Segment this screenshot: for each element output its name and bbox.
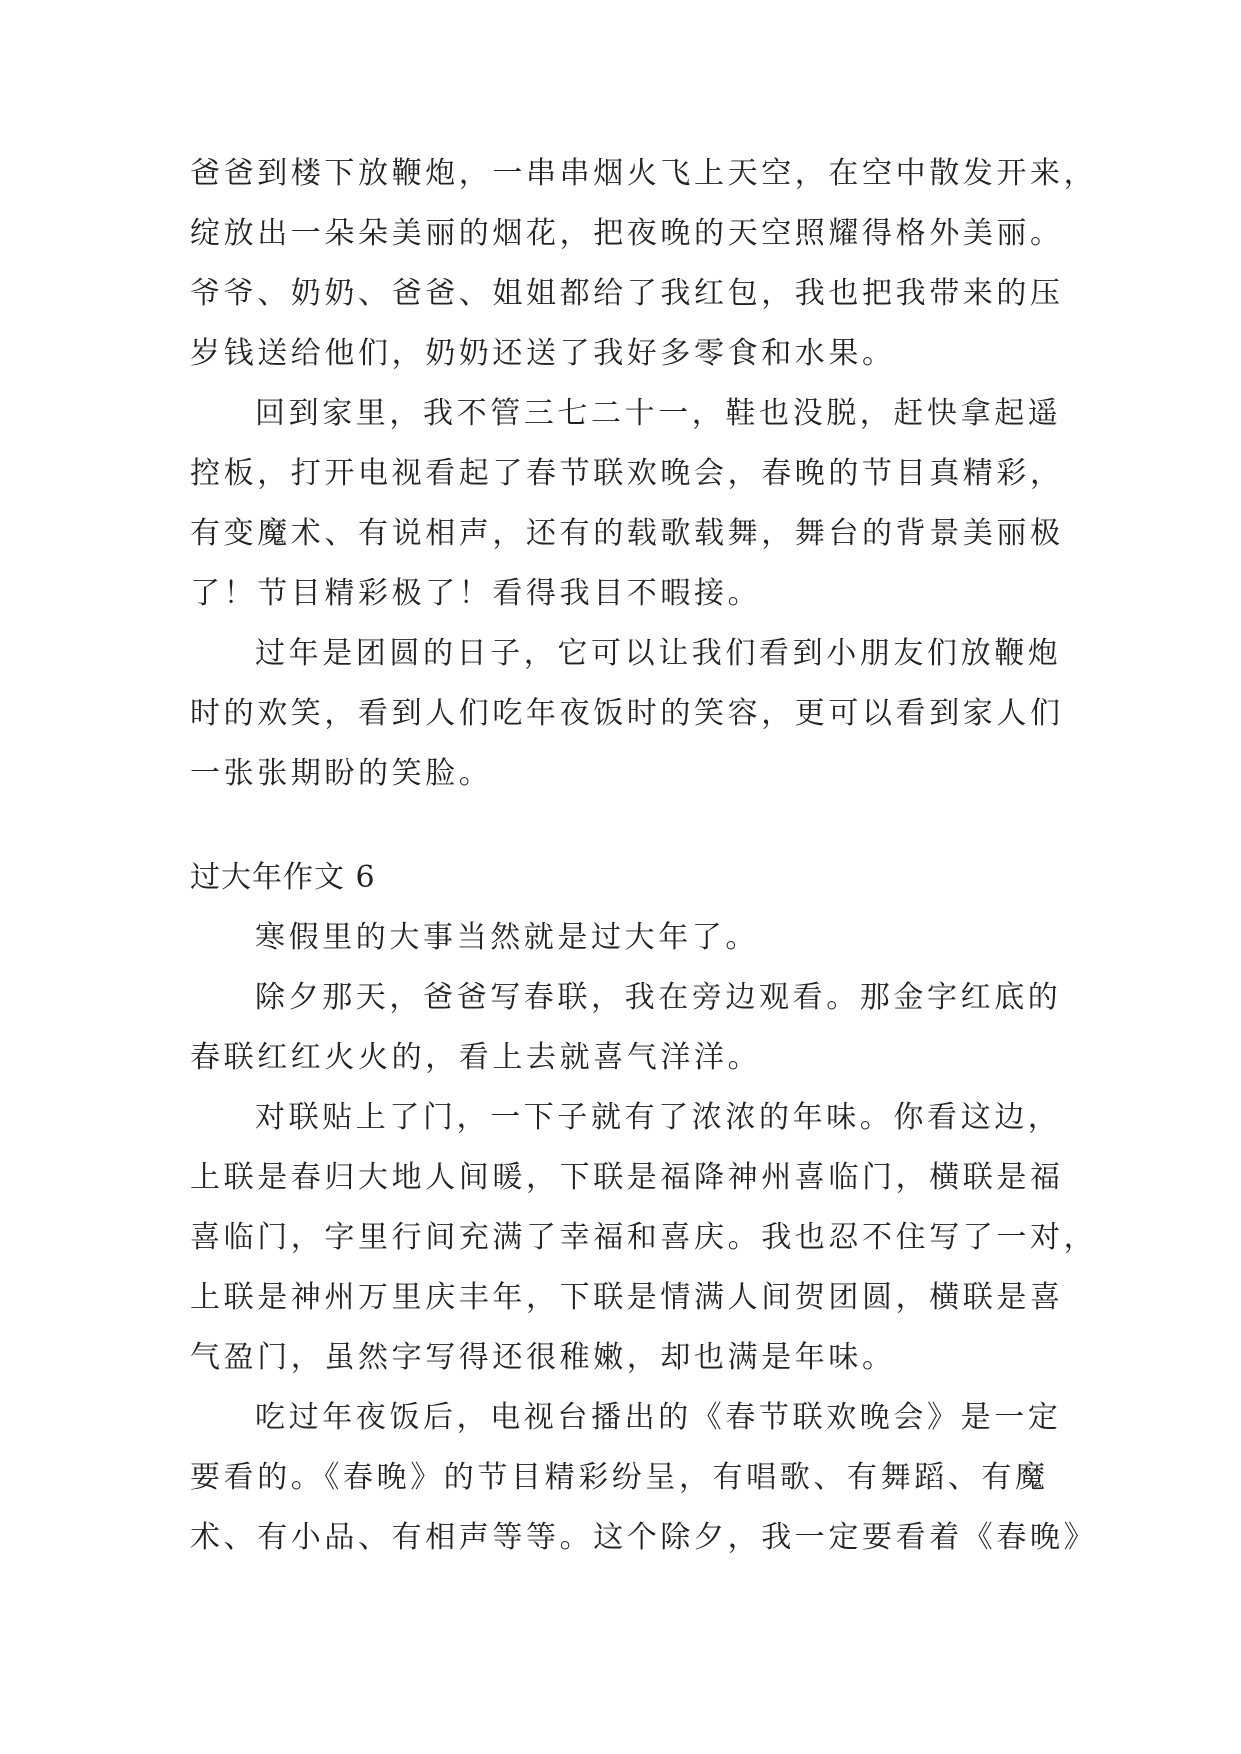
paragraph-start-line: 除夕那天，爸爸写春联，我在旁边观看。那金字红底的: [255, 980, 1062, 1015]
text-line: 岁钱送给他们，奶奶还送了我好多零食和水果。: [190, 336, 896, 371]
paragraph-start-line: 回到家里，我不管三七二十一，鞋也没脱，赶快拿起遥: [255, 396, 1062, 431]
text-line: 气盈门，虽然字写得还很稚嫩，却也满是年味。: [190, 1340, 896, 1375]
text-line: 上联是神州万里庆丰年，下联是情满人间贺团圆，横联是喜: [190, 1280, 1064, 1315]
text-line: 时的欢笑，看到人们吃年夜饭时的笑容，更可以看到家人们: [190, 696, 1064, 731]
text-line: 控板，打开电视看起了春节联欢晚会，春晚的节目真精彩，: [190, 456, 1064, 491]
paragraph-start-line: 过年是团圆的日子，它可以让我们看到小朋友们放鞭炮: [255, 636, 1062, 671]
text-line: 有变魔术、有说相声，还有的载歌载舞，舞台的背景美丽极: [190, 516, 1064, 551]
paragraph-start-line: 对联贴上了门，一下子就有了浓浓的年味。你看这边，: [255, 1100, 1062, 1135]
text-line: 了！节目精彩极了！看得我目不暇接。: [190, 576, 762, 611]
text-line: 一张张期盼的笑脸。: [190, 756, 493, 791]
text-line: 喜临门，字里行间充满了幸福和喜庆。我也忍不住写了一对，: [190, 1220, 1098, 1255]
text-line: 爷爷、奶奶、爸爸、姐姐都给了我红包，我也把我带来的压: [190, 276, 1064, 311]
text-line: 要看的。《春晚》的节目精彩纷呈，有唱歌、有舞蹈、有魔: [190, 1460, 1049, 1495]
text-line: 术、有小品、有相声等等。这个除夕，我一定要看着《春晚》: [190, 1520, 1098, 1555]
paragraph-start-line: 吃过年夜饭后，电视台播出的《春节联欢晚会》是一定: [255, 1400, 1062, 1435]
text-line: 绽放出一朵朵美丽的烟花，把夜晚的天空照耀得格外美丽。: [190, 216, 1064, 251]
section-heading: 过大年作文 6: [190, 860, 376, 895]
text-line: 春联红红火火的，看上去就喜气洋洋。: [190, 1040, 762, 1075]
text-line: 爸爸到楼下放鞭炮，一串串烟火飞上天空，在空中散发开来，: [190, 156, 1098, 191]
paragraph-start-line: 寒假里的大事当然就是过大年了。: [255, 920, 759, 955]
text-line: 上联是春归大地人间暖，下联是福降神州喜临门，横联是福: [190, 1160, 1064, 1195]
